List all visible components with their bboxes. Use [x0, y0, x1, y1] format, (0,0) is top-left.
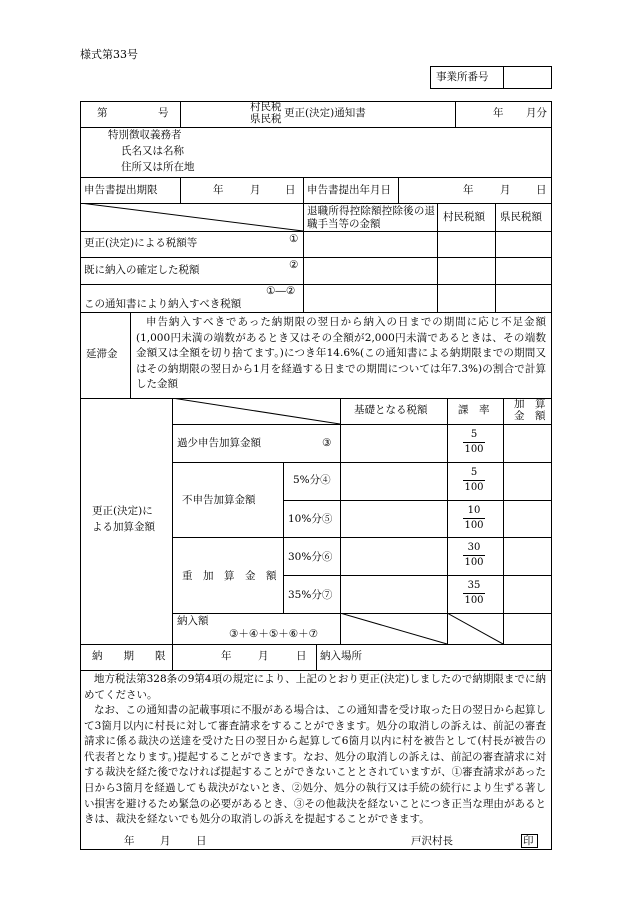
col-village: 村民税額: [443, 211, 485, 223]
payment-label: 納入額: [177, 615, 209, 627]
payment-formula: ③＋④＋⑤＋⑥＋⑦: [229, 628, 319, 640]
seal: 印: [523, 835, 534, 847]
row-assessed-label: 更正(決定)による税額等: [84, 237, 198, 249]
mark-2: ②: [289, 259, 299, 271]
due-day: 日: [296, 650, 307, 662]
footer-day: 日: [196, 835, 207, 847]
issuer: 戸沢村長: [411, 835, 453, 847]
tax-village: 村民税: [250, 101, 282, 113]
notice-p2: なお、この通知書の記載事項に不服がある場合は、この通知書を受け取った日の翌日から起算して3箇月以内に村長に対して審査請求をすることができます。処分の取消しの訴えは、前記の審査請求に係る裁決の送達を受けた日の翌日から起算して6箇月以内に村を被告として(村長が被告の代表者となります。)提起することができます。なお、処分の取消しの訴えは、前記の審査請求に対する裁決を経た後でなければ提起することができないこととされていますが、①審査請求があった日から3箇月を経過しても裁決がないとき、②処分、処分の執行又は手続の続行により生ずる著しい損害を避けるため緊急の必要があるとき、③その他裁決を経ないことにつき正当な理由があるときは、裁決を経ないでも処分の取消しの訴えを提起することができます。: [84, 704, 546, 826]
row-due-formula: ①―②: [266, 285, 296, 297]
mark-3: ③: [322, 437, 332, 449]
document-title: 更正(決定)通知書: [284, 107, 366, 119]
deadline-label: 申告書提出期限: [84, 184, 158, 196]
col-amount-2: 金 額: [514, 410, 546, 422]
col-retirement: 退職所得控除額控除後の退職手当等の金額: [307, 205, 435, 230]
rate-10: 10 100: [464, 505, 484, 531]
col-prefecture: 県民税額: [500, 211, 542, 223]
filed-month: 月: [500, 184, 511, 196]
mark-1: ①: [289, 233, 299, 245]
surcharge-side-2: よる加算金額: [92, 521, 155, 533]
obligor-name-label: 氏名又は名称: [121, 145, 184, 157]
heavy-label: 重 加 算 金 額: [182, 570, 277, 582]
form-number: 様式第33号: [80, 48, 138, 61]
tax-prefecture: 県民税: [250, 113, 282, 125]
notice-p1: 地方税法第328条の9第4項の規定により、上記のとおり更正(決定)しましたので納期限までに納めてください。: [84, 673, 546, 701]
col-rate: 課 率: [458, 404, 490, 416]
filed-date-label: 申告書提出年月日: [307, 184, 391, 196]
title-year: 年: [493, 107, 504, 119]
footer-year: 年: [124, 835, 135, 847]
delinquency-label: 延滞金: [86, 348, 118, 360]
deadline-year: 年: [213, 184, 224, 196]
non-filing-label: 不申告加算金額: [182, 494, 256, 506]
footer-month: 月: [160, 835, 171, 847]
place-label: 納入場所: [320, 650, 362, 662]
deadline-day: 日: [285, 184, 296, 196]
rate-under-report: 5 100: [464, 429, 484, 455]
due-year: 年: [221, 650, 232, 662]
col-base: 基礎となる税額: [354, 404, 428, 416]
row-due-label: この通知書により納入すべき税額: [84, 298, 242, 310]
obligor-address-label: 住所又は所在地: [121, 161, 195, 173]
rate-30: 30 100: [464, 542, 484, 568]
obligor-heading: 特別徴収義務者: [108, 129, 182, 141]
office-number-label: 事業所番号: [436, 71, 489, 83]
rate-5: 5 100: [464, 467, 484, 493]
rate-5-label: 5%分④: [293, 474, 331, 486]
deadline-month: 月: [250, 184, 261, 196]
number-go: 号: [158, 107, 169, 119]
title-month-part: 月分: [526, 107, 547, 119]
due-label: 納 期 限: [92, 650, 166, 662]
due-month: 月: [258, 650, 269, 662]
rate-35: 35 100: [464, 580, 484, 606]
delinquency-text: 申告納入すべきであった納期限の翌日から納入の日までの期間に応じ不足金額(1,000円未満の端数があるとき又はその全額が2,000円未満であるときは、その端数金額又は全額を切り捨てます。)につき年14.6%(この通知書による納期限までの期間又はその納期限の翌日から1月を経過する日までの期間については年7.3%)の割合で計算した金額: [136, 316, 546, 391]
number-dai: 第: [97, 107, 108, 119]
col-amount-1: 加 算: [514, 398, 546, 410]
rate-35-label: 35%分⑦: [288, 589, 333, 601]
rate-10-label: 10%分⑤: [288, 513, 333, 525]
under-report-label: 過少申告加算金額: [177, 437, 261, 449]
surcharge-side-1: 更正(決定)に: [92, 505, 153, 517]
row-paid-label: 既に納入の確定した税額: [84, 264, 200, 276]
filed-year: 年: [463, 184, 474, 196]
filed-day: 日: [536, 184, 547, 196]
rate-30-label: 30%分⑥: [288, 551, 333, 563]
